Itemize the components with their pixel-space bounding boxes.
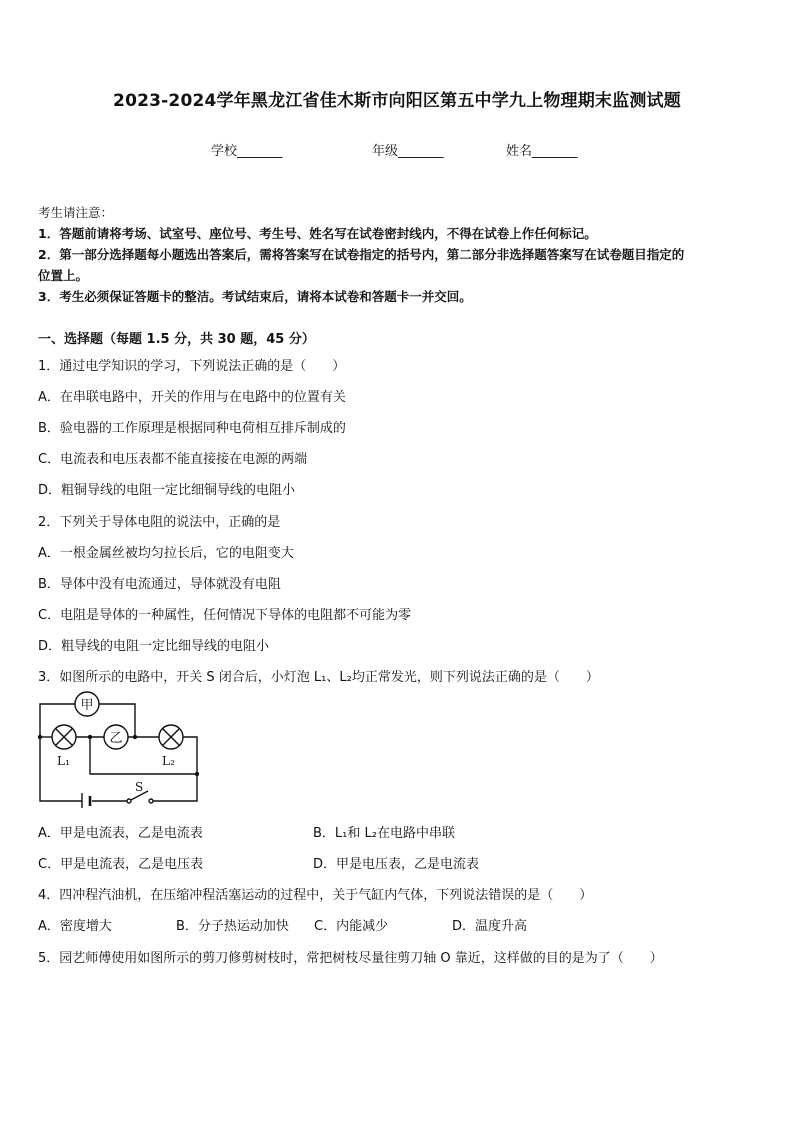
notice-item-3: 3．考生必须保证答题卡的整洁。考试结束后，请将本试卷和答题卡一并交回。 bbox=[38, 289, 472, 304]
option-c: C．内能减少 bbox=[314, 919, 389, 934]
option-a: A．一根金属丝被均匀拉长后，它的电阻变大 bbox=[38, 546, 294, 561]
option-c: C．甲是电流表，乙是电压表 bbox=[38, 857, 204, 872]
notice-item-1: 1．答题前请将考场、试室号、座位号、考生号、姓名写在试卷密封线内，不得在试卷上作任何标记。 bbox=[38, 226, 597, 241]
switch-label: S bbox=[135, 780, 144, 794]
school-field: 学校_______ bbox=[211, 144, 283, 159]
notice-item-2-cont: 位置上。 bbox=[38, 268, 89, 283]
option-a: A．密度增大 bbox=[38, 919, 112, 934]
notice-item-2: 2．第一部分选择题每小题选出答案后，需将答案写在试卷指定的括号内，第二部分非选择题答案写在试卷题目指定的 bbox=[38, 247, 685, 262]
question-stem: 4．四冲程汽油机，在压缩冲程活塞运动的过程中，关于气缸内气体，下列说法错误的是（ ） bbox=[38, 888, 593, 903]
lamp-l1-label: L₁ bbox=[57, 754, 70, 768]
exam-title: 2023-2024学年黑龙江省佳木斯市向阳区第五中学九上物理期末监测试题 bbox=[113, 91, 681, 111]
option-d: D．粗导线的电阻一定比细导线的电阻小 bbox=[38, 639, 270, 654]
option-c: C．电阻是导体的一种属性，任何情况下导体的电阻都不可能为零 bbox=[38, 608, 412, 623]
option-a: A．甲是电流表，乙是电流表 bbox=[38, 826, 203, 841]
question-stem: 5．园艺师傅使用如图所示的剪刀修剪树枝时，常把树枝尽量往剪刀轴 O 靠近，这样做的目的是为了（ ） bbox=[38, 951, 663, 966]
option-a: A．在串联电路中，开关的作用与在电路中的位置有关 bbox=[38, 390, 346, 405]
option-b: B．分子热运动加快 bbox=[176, 919, 289, 934]
option-d: D．温度升高 bbox=[452, 919, 528, 934]
lamp-l2-label: L₂ bbox=[162, 754, 175, 768]
option-b: B．L₁和 L₂在电路中串联 bbox=[313, 826, 455, 841]
meter-jia-label: 甲 bbox=[80, 698, 94, 713]
section-heading: 一、选择题（每题 1.5 分，共 30 题，45 分） bbox=[38, 332, 315, 347]
grade-field: 年级_______ bbox=[372, 144, 444, 159]
meter-yi-label: 乙 bbox=[109, 731, 123, 746]
option-b: B．导体中没有电流通过，导体就没有电阻 bbox=[38, 577, 281, 592]
name-field: 姓名_______ bbox=[506, 144, 578, 159]
option-d: D．粗铜导线的电阻一定比细铜导线的电阻小 bbox=[38, 483, 296, 498]
question-stem: 1．通过电学知识的学习，下列说法正确的是（ ） bbox=[38, 359, 346, 374]
option-b: B．验电器的工作原理是根据同种电荷相互排斥制成的 bbox=[38, 421, 346, 436]
circuit-diagram bbox=[30, 688, 210, 808]
student-info-row bbox=[0, 140, 794, 160]
option-d: D．甲是电压表，乙是电流表 bbox=[313, 857, 480, 872]
notice-heading: 考生请注意： bbox=[38, 205, 114, 220]
question-stem: 2．下列关于导体电阻的说法中，正确的是 bbox=[38, 515, 281, 530]
option-c: C．电流表和电压表都不能直接接在电源的两端 bbox=[38, 452, 308, 467]
question-stem: 3．如图所示的电路中，开关 S 闭合后，小灯泡 L₁、L₂均正常发光，则下列说法正确的是（ ） bbox=[38, 670, 599, 685]
